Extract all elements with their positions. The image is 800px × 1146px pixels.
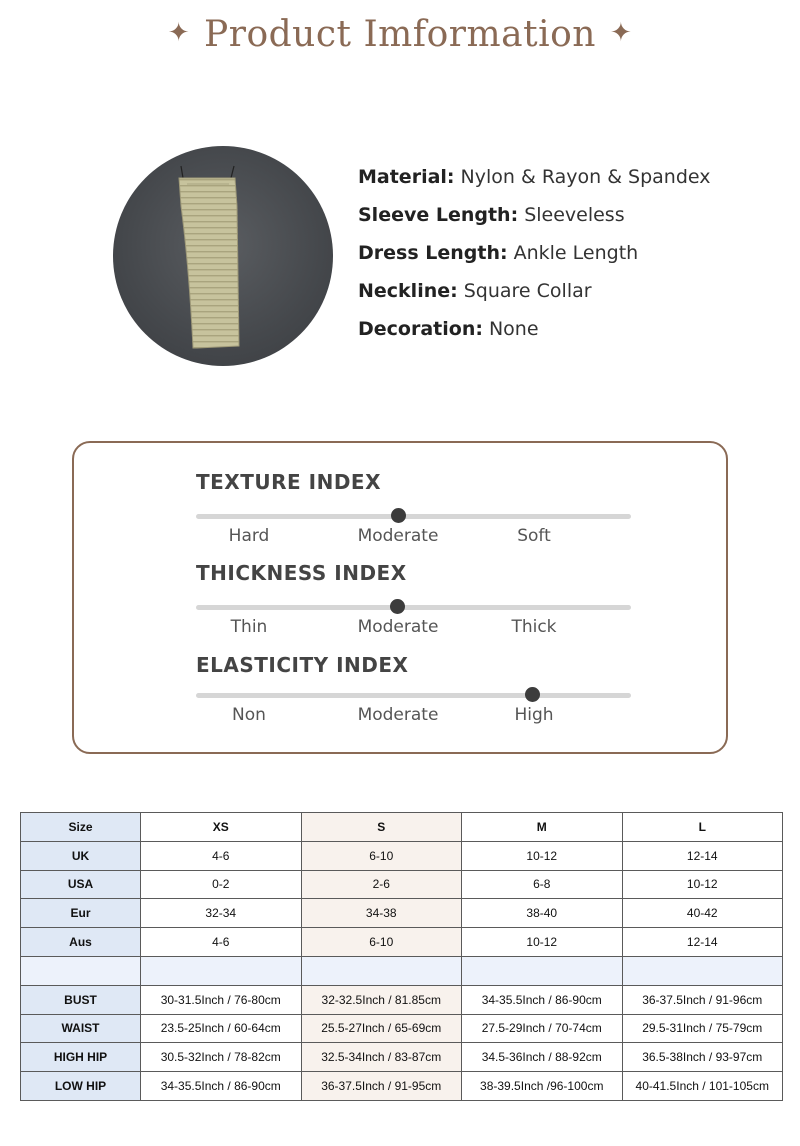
table-cell: 34.5-36Inch / 88-92cm [462,1043,623,1072]
elasticity-label-mid: Moderate [357,705,439,725]
table-cell: 29.5-31Inch / 75-79cm [622,1014,783,1043]
row-label: HIGH HIP [21,1043,141,1072]
table-cell [301,956,462,985]
table-cell: 32.5-34Inch / 83-87cm [301,1043,462,1072]
spec-decoration [358,318,711,356]
table-cell: 38-40 [462,899,623,928]
table-cell: 2-6 [301,870,462,899]
table-cell: 4-6 [141,928,302,957]
row-label: UK [21,841,141,870]
table-cell: 40-42 [622,899,783,928]
product-photo [113,146,333,366]
thickness-index-title: THICKNESS INDEX [196,561,407,585]
thickness-label-high: Thick [511,617,557,637]
table-cell: 36-37.5Inch / 91-95cm [301,1072,462,1101]
table-row [21,928,783,957]
page-title [0,14,800,55]
table-row [21,1072,783,1101]
elasticity-label-low: Non [232,705,266,725]
spec-key: Material: [358,166,455,188]
table-cell: 4-6 [141,841,302,870]
table-row [21,841,783,870]
texture-index-knob [391,508,406,523]
spec-list [358,166,711,356]
spec-key: Sleeve Length: [358,204,519,226]
table-cell: 36-37.5Inch / 91-96cm [622,985,783,1014]
table-row [21,1043,783,1072]
table-cell: 6-10 [301,841,462,870]
table-cell: 34-35.5Inch / 86-90cm [462,985,623,1014]
table-cell [21,956,141,985]
page-title-text: Product Imformation [204,14,596,55]
spec-key: Neckline: [358,280,458,302]
table-row [21,870,783,899]
table-header-cell: L [622,813,783,842]
sparkle-icon: ✦ [609,18,633,48]
row-label: LOW HIP [21,1072,141,1101]
sparkle-icon: ✦ [167,18,191,48]
table-cell: 12-14 [622,928,783,957]
table-cell: 34-38 [301,899,462,928]
elasticity-index-knob [525,687,540,702]
table-row [21,985,783,1014]
table-cell: 36.5-38Inch / 93-97cm [622,1043,783,1072]
spec-dress-length [358,242,711,280]
table-cell: 10-12 [622,870,783,899]
table-cell: 27.5-29Inch / 70-74cm [462,1014,623,1043]
spec-value: None [488,318,539,340]
table-cell: 34-35.5Inch / 86-90cm [141,1072,302,1101]
texture-index-title: TEXTURE INDEX [196,470,381,494]
table-row [21,1014,783,1043]
texture-index-track [196,514,631,519]
size-chart-table [20,812,783,1101]
table-cell: 25.5-27Inch / 65-69cm [301,1014,462,1043]
table-cell: 32-32.5Inch / 81.85cm [301,985,462,1014]
table-cell: 38-39.5Inch /96-100cm [462,1072,623,1101]
texture-label-mid: Moderate [357,526,439,546]
spec-key: Decoration: [358,318,483,340]
table-cell: 32-34 [141,899,302,928]
spec-material [358,166,711,204]
row-label: Aus [21,928,141,957]
thickness-label-mid: Moderate [357,617,439,637]
spec-value: Square Collar [463,280,592,302]
thickness-label-low: Thin [230,617,268,637]
spec-value: Nylon & Rayon & Spandex [460,166,711,188]
table-header-cell: S [301,813,462,842]
row-label: Eur [21,899,141,928]
spec-value: Sleeveless [524,204,625,226]
table-cell: 23.5-25Inch / 60-64cm [141,1014,302,1043]
table-header-cell: XS [141,813,302,842]
thickness-index-knob [390,599,405,614]
row-label: WAIST [21,1014,141,1043]
thickness-index-track [196,605,631,610]
row-label: USA [21,870,141,899]
table-cell: 10-12 [462,928,623,957]
row-label: BUST [21,985,141,1014]
elasticity-label-high: High [514,705,554,725]
spec-neckline [358,280,711,318]
spec-key: Dress Length: [358,242,508,264]
table-cell: 0-2 [141,870,302,899]
table-cell: 12-14 [622,841,783,870]
table-header-cell: Size [21,813,141,842]
table-cell: 40-41.5Inch / 101-105cm [622,1072,783,1101]
spec-value: Ankle Length [513,242,639,264]
table-cell: 10-12 [462,841,623,870]
elasticity-index-title: ELASTICITY INDEX [196,653,409,677]
elasticity-index-track [196,693,631,698]
texture-label-high: Soft [517,526,551,546]
table-cell [622,956,783,985]
table-cell: 30-31.5Inch / 76-80cm [141,985,302,1014]
table-cell: 6-10 [301,928,462,957]
texture-label-low: Hard [228,526,270,546]
table-row [21,899,783,928]
table-cell [462,956,623,985]
dress-icon [113,146,333,366]
spec-sleeve-length [358,204,711,242]
table-cell: 30.5-32Inch / 78-82cm [141,1043,302,1072]
table-cell: 6-8 [462,870,623,899]
table-header-cell: M [462,813,623,842]
table-cell [141,956,302,985]
table-header-row [21,813,783,842]
table-spacer-row [21,956,783,985]
